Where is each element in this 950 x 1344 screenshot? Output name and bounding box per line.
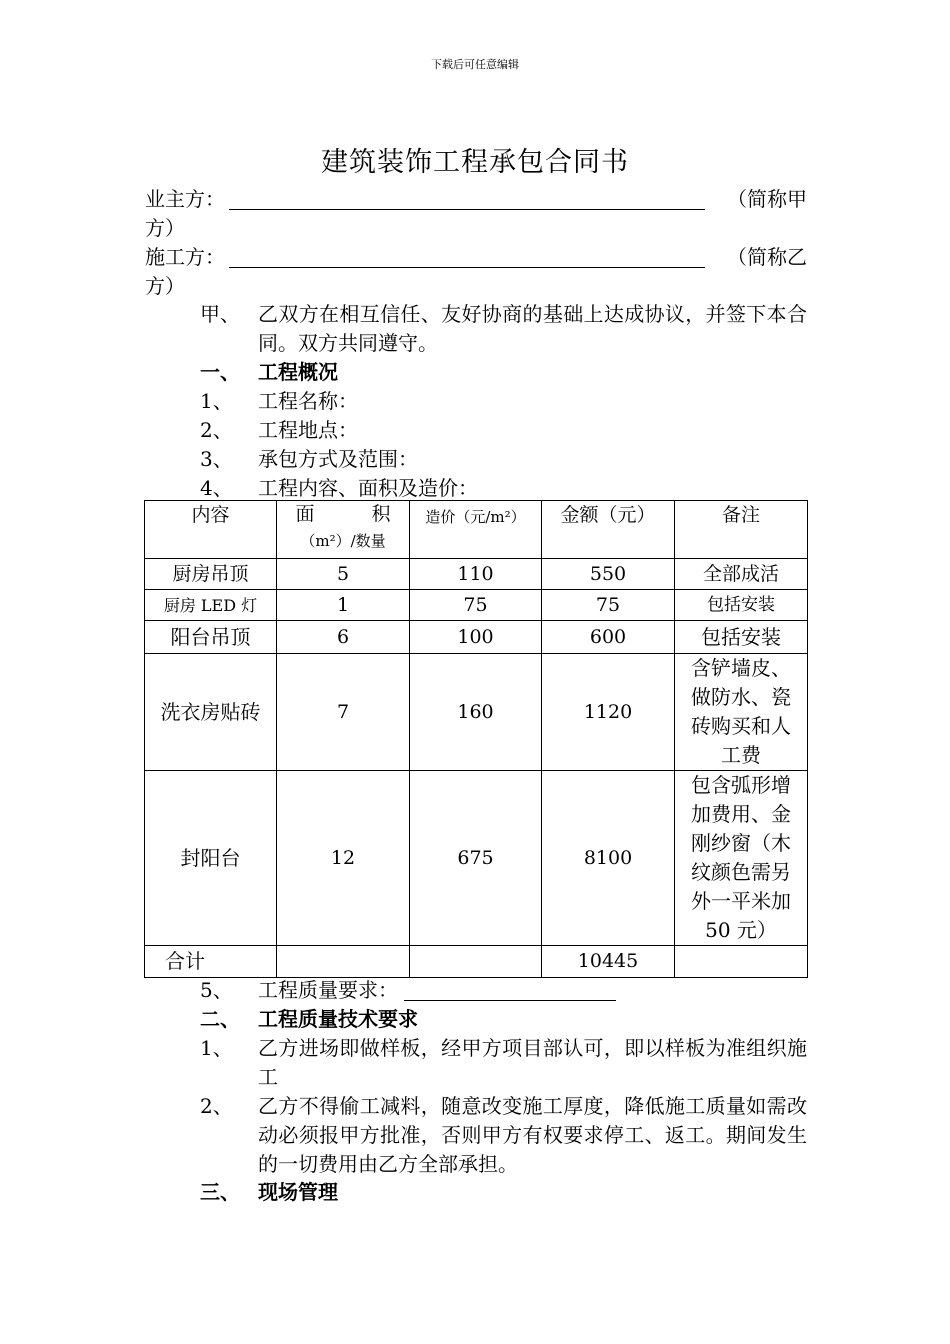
header-note: 下载后可任意编辑 [431, 58, 519, 71]
cell-content: 厨房 LED 灯 [145, 590, 277, 621]
cell-price: 160 [410, 654, 542, 771]
header-amount: 金额（元） [542, 501, 675, 559]
cell-content: 洗衣房贴砖 [145, 654, 277, 771]
section3-num: 三、 [200, 1180, 240, 1204]
section1-heading: 工程概况 [258, 360, 338, 384]
cell-price: 75 [410, 590, 542, 621]
cell-content: 厨房吊顶 [145, 559, 277, 590]
cell-amount: 600 [542, 621, 675, 654]
total-empty-remark [675, 946, 808, 978]
party-a-suffix: （简称甲 [727, 187, 807, 211]
section2-item-1-text: 乙方进场即做样板，经甲方项目部认可，即以样板为准组织施工 [258, 1036, 807, 1089]
section2-heading: 工程质量技术要求 [258, 1007, 418, 1031]
table-row [145, 621, 808, 654]
item5-line [258, 976, 807, 1005]
header-area-line1: 面 积 [295, 503, 391, 525]
cell-price: 675 [410, 771, 542, 946]
section2-item-2-text: 乙方不得偷工减料，随意改变施工厚度，降低施工质量如需改动必须报甲方批准，否则甲方有权要求停工、返工。期间发生的一切费用由乙方全部承担。 [258, 1094, 807, 1176]
item5-text: 工程质量要求： [258, 978, 398, 1002]
table-row [145, 771, 808, 946]
cell-remark: 包括安装 [675, 621, 808, 654]
party-a-line [145, 185, 807, 214]
section1-item-1-text: 工程名称： [258, 389, 358, 413]
table-row [145, 590, 808, 621]
party-b-wrap: 方） [145, 274, 185, 298]
table-row [145, 559, 808, 590]
section2-num: 二、 [200, 1007, 240, 1031]
cell-qty: 12 [277, 771, 410, 946]
header-price: 造价（元/m²） [410, 501, 542, 559]
total-empty-qty [277, 946, 410, 978]
section1-item-4-num: 4、 [200, 476, 233, 500]
total-label: 合计 [145, 946, 277, 978]
party-b-label: 施工方： [145, 245, 225, 269]
party-b-line [145, 243, 807, 272]
cell-qty: 5 [277, 559, 410, 590]
cell-amount: 75 [542, 590, 675, 621]
document-title: 建筑装饰工程承包合同书 [321, 147, 629, 178]
intro-num: 甲、 [200, 302, 240, 326]
party-a-label: 业主方： [145, 187, 225, 211]
party-a-wrap: 方） [145, 216, 185, 240]
section3-heading: 现场管理 [258, 1180, 338, 1204]
header-area [277, 501, 410, 559]
cell-qty: 1 [277, 590, 410, 621]
section1-item-3-num: 3、 [200, 447, 233, 471]
section1-item-2-num: 2、 [200, 418, 233, 442]
cell-remark: 包含弧形增加费用、金刚纱窗（木纹颜色需另外一平米加 50 元） [675, 771, 808, 946]
cost-table [144, 500, 808, 978]
header-remark: 备注 [675, 501, 808, 559]
cell-amount: 550 [542, 559, 675, 590]
section2-item-2-num: 2、 [200, 1094, 233, 1118]
total-amount: 10445 [542, 946, 675, 978]
item5-blank[interactable] [404, 980, 616, 1001]
section2-item-1-num: 1、 [200, 1036, 233, 1060]
cell-qty: 7 [277, 654, 410, 771]
cell-qty: 6 [277, 621, 410, 654]
party-b-suffix: （简称乙 [727, 245, 807, 269]
table-header-row [145, 501, 808, 559]
cell-amount: 8100 [542, 771, 675, 946]
section1-num: 一、 [200, 360, 240, 384]
section1-item-2-text: 工程地点： [258, 418, 358, 442]
cell-content: 封阳台 [145, 771, 277, 946]
total-empty-price [410, 946, 542, 978]
header-area-line2: （m²）/数量 [300, 532, 386, 550]
intro-text: 乙双方在相互信任、友好协商的基础上达成协议，并签下本合同。双方共同遵守。 [258, 302, 807, 355]
section1-item-3-text: 承包方式及范围： [258, 447, 418, 471]
cell-price: 110 [410, 559, 542, 590]
section1-item-4-text: 工程内容、面积及造价： [258, 476, 478, 500]
cell-remark: 全部成活 [675, 559, 808, 590]
section1-item-1-num: 1、 [200, 389, 233, 413]
table-total-row [145, 946, 808, 978]
item5-num: 5、 [200, 978, 233, 1002]
cell-price: 100 [410, 621, 542, 654]
cell-content: 阳台吊顶 [145, 621, 277, 654]
party-a-blank[interactable] [229, 189, 705, 210]
cell-remark: 包括安装 [675, 590, 808, 621]
cell-amount: 1120 [542, 654, 675, 771]
table-row [145, 654, 808, 771]
header-content: 内容 [145, 501, 277, 559]
party-b-blank[interactable] [229, 247, 705, 268]
cell-remark: 含铲墙皮、做防水、瓷砖购买和人工费 [675, 654, 808, 771]
